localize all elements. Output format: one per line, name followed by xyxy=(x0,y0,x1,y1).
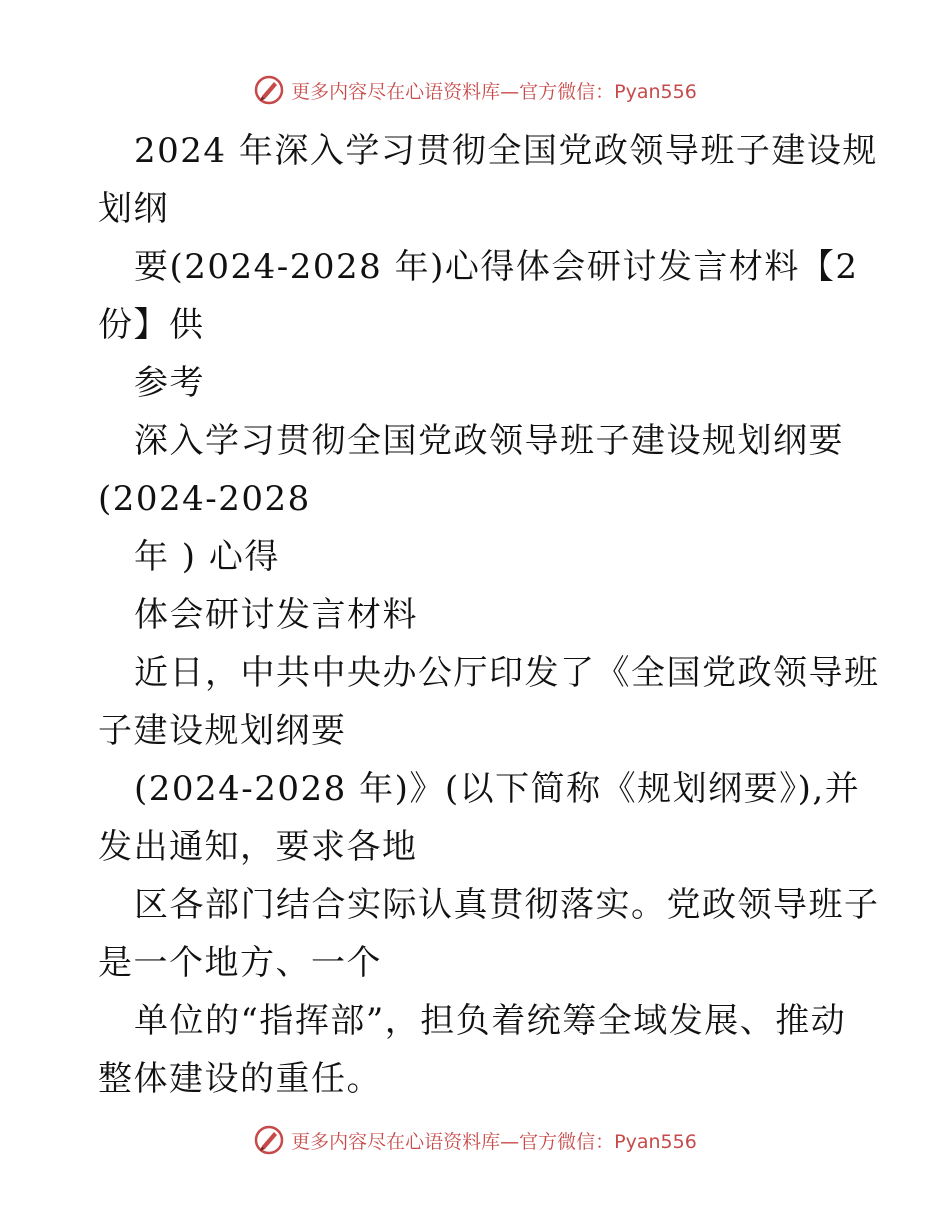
text-line: 区各部门结合实际认真贯彻落实。党政领导班子 xyxy=(134,885,880,925)
text-line: 年 ) 心得 xyxy=(134,537,280,577)
text-line: 整体建设的重任。 xyxy=(98,1059,382,1099)
header-watermark-text: 更多内容尽在心语资料库—官方微信：Pyan556 xyxy=(291,80,697,103)
text-line: 2024 年深入学习贯彻全国党政领导班子建设规 xyxy=(134,131,878,171)
text-line: 深入学习贯彻全国党政领导班子建设规划纲要 xyxy=(134,421,844,461)
text-line: (2024-2028 xyxy=(98,479,311,519)
text-line: 近日，中共中央办公厅印发了《全国党政领导班 xyxy=(134,653,880,693)
text-line: 参考 xyxy=(134,363,205,403)
footer-watermark-banner xyxy=(0,1120,950,1160)
header-watermark-banner xyxy=(0,70,950,110)
text-line: 份】供 xyxy=(98,305,205,345)
wechat-id: Pyan556 xyxy=(614,80,697,103)
text-line: 子建设规划纲要 xyxy=(98,711,347,751)
text-line: 要(2024-2028 年)心得体会研讨发言材料【2 xyxy=(134,247,859,287)
text-line: 单位的“指挥部”，担负着统筹全域发展、推动 xyxy=(134,1001,847,1041)
text-line: 体会研讨发言材料 xyxy=(134,595,418,635)
text-line: 划纲 xyxy=(98,189,169,229)
document-body xyxy=(98,122,880,1108)
text-line: 发出通知，要求各地 xyxy=(98,827,418,867)
pen-logo-icon xyxy=(253,74,285,106)
wechat-id: Pyan556 xyxy=(614,1130,697,1153)
pen-logo-icon xyxy=(253,1124,285,1156)
footer-watermark-text: 更多内容尽在心语资料库—官方微信：Pyan556 xyxy=(291,1130,697,1153)
text-line: (2024-2028 年)》(以下简称《规划纲要》),并 xyxy=(134,769,861,809)
text-line: 是一个地方、一个 xyxy=(98,943,382,983)
